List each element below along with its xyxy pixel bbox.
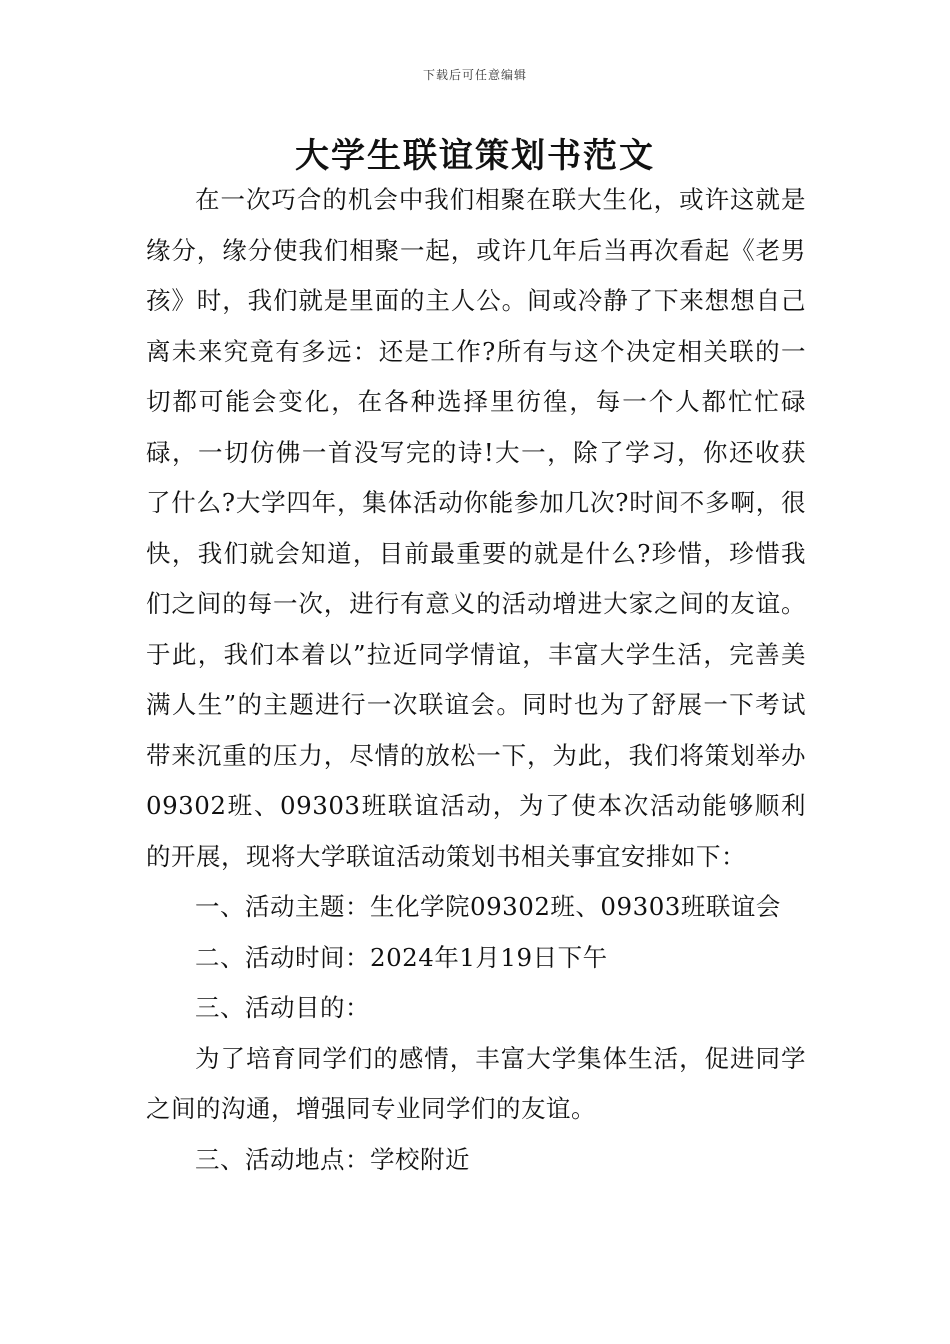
header-note: 下载后可任意编辑: [422, 68, 527, 82]
activity-location: 三、活动地点：学校附近: [195, 1144, 470, 1174]
document-title: 大学生联谊策划书范文: [295, 136, 655, 176]
activity-time: 二、活动时间：2024年1月19日下午: [195, 942, 608, 972]
activity-theme: 一、活动主题：生化学院09302班、09303班联谊会: [195, 892, 781, 921]
intro-paragraph: 在一次巧合的机会中我们相聚在联大生化，或许这就是缘分，缘分使我们相聚一起，或许几年后当再次看起《老男孩》时，我们就是里面的主人公。间或冷静了下来想想自己离未来究竟有多远：还是工作?所有与这个决定相关联的一切都可能会变化，在各种选择里彷徨，每一个人都忙忙碌碌，一切仿佛一首没写完的诗!大一，除了学习，你还收获了什么?大学四年，集体活动你能参加几次?时间不多啊，很快，我们就会知道，目前最重要的就是什么?珍惜，珍惜我们之间的每一次，进行有意义的活动增进大家之间的友谊。于此，我们本着以”拉近同学情谊，丰富大学生活，完善美满人生”的主题进行一次联谊会。同时也为了舒展一下考试带来沉重的压力，尽情的放松一下，为此，我们将策划举办09302班、09303班联谊活动，为了使本次活动能够顺利的开展，现将大学联谊活动策划书相关事宜安排如下：: [146, 185, 806, 871]
activity-purpose-text: 为了培育同学们的感情，丰富大学集体生活，促进同学之间的沟通，增强同专业同学们的友谊。: [146, 1043, 806, 1123]
document-body: [146, 175, 806, 1185]
activity-purpose-heading: 三、活动目的：: [195, 993, 370, 1022]
